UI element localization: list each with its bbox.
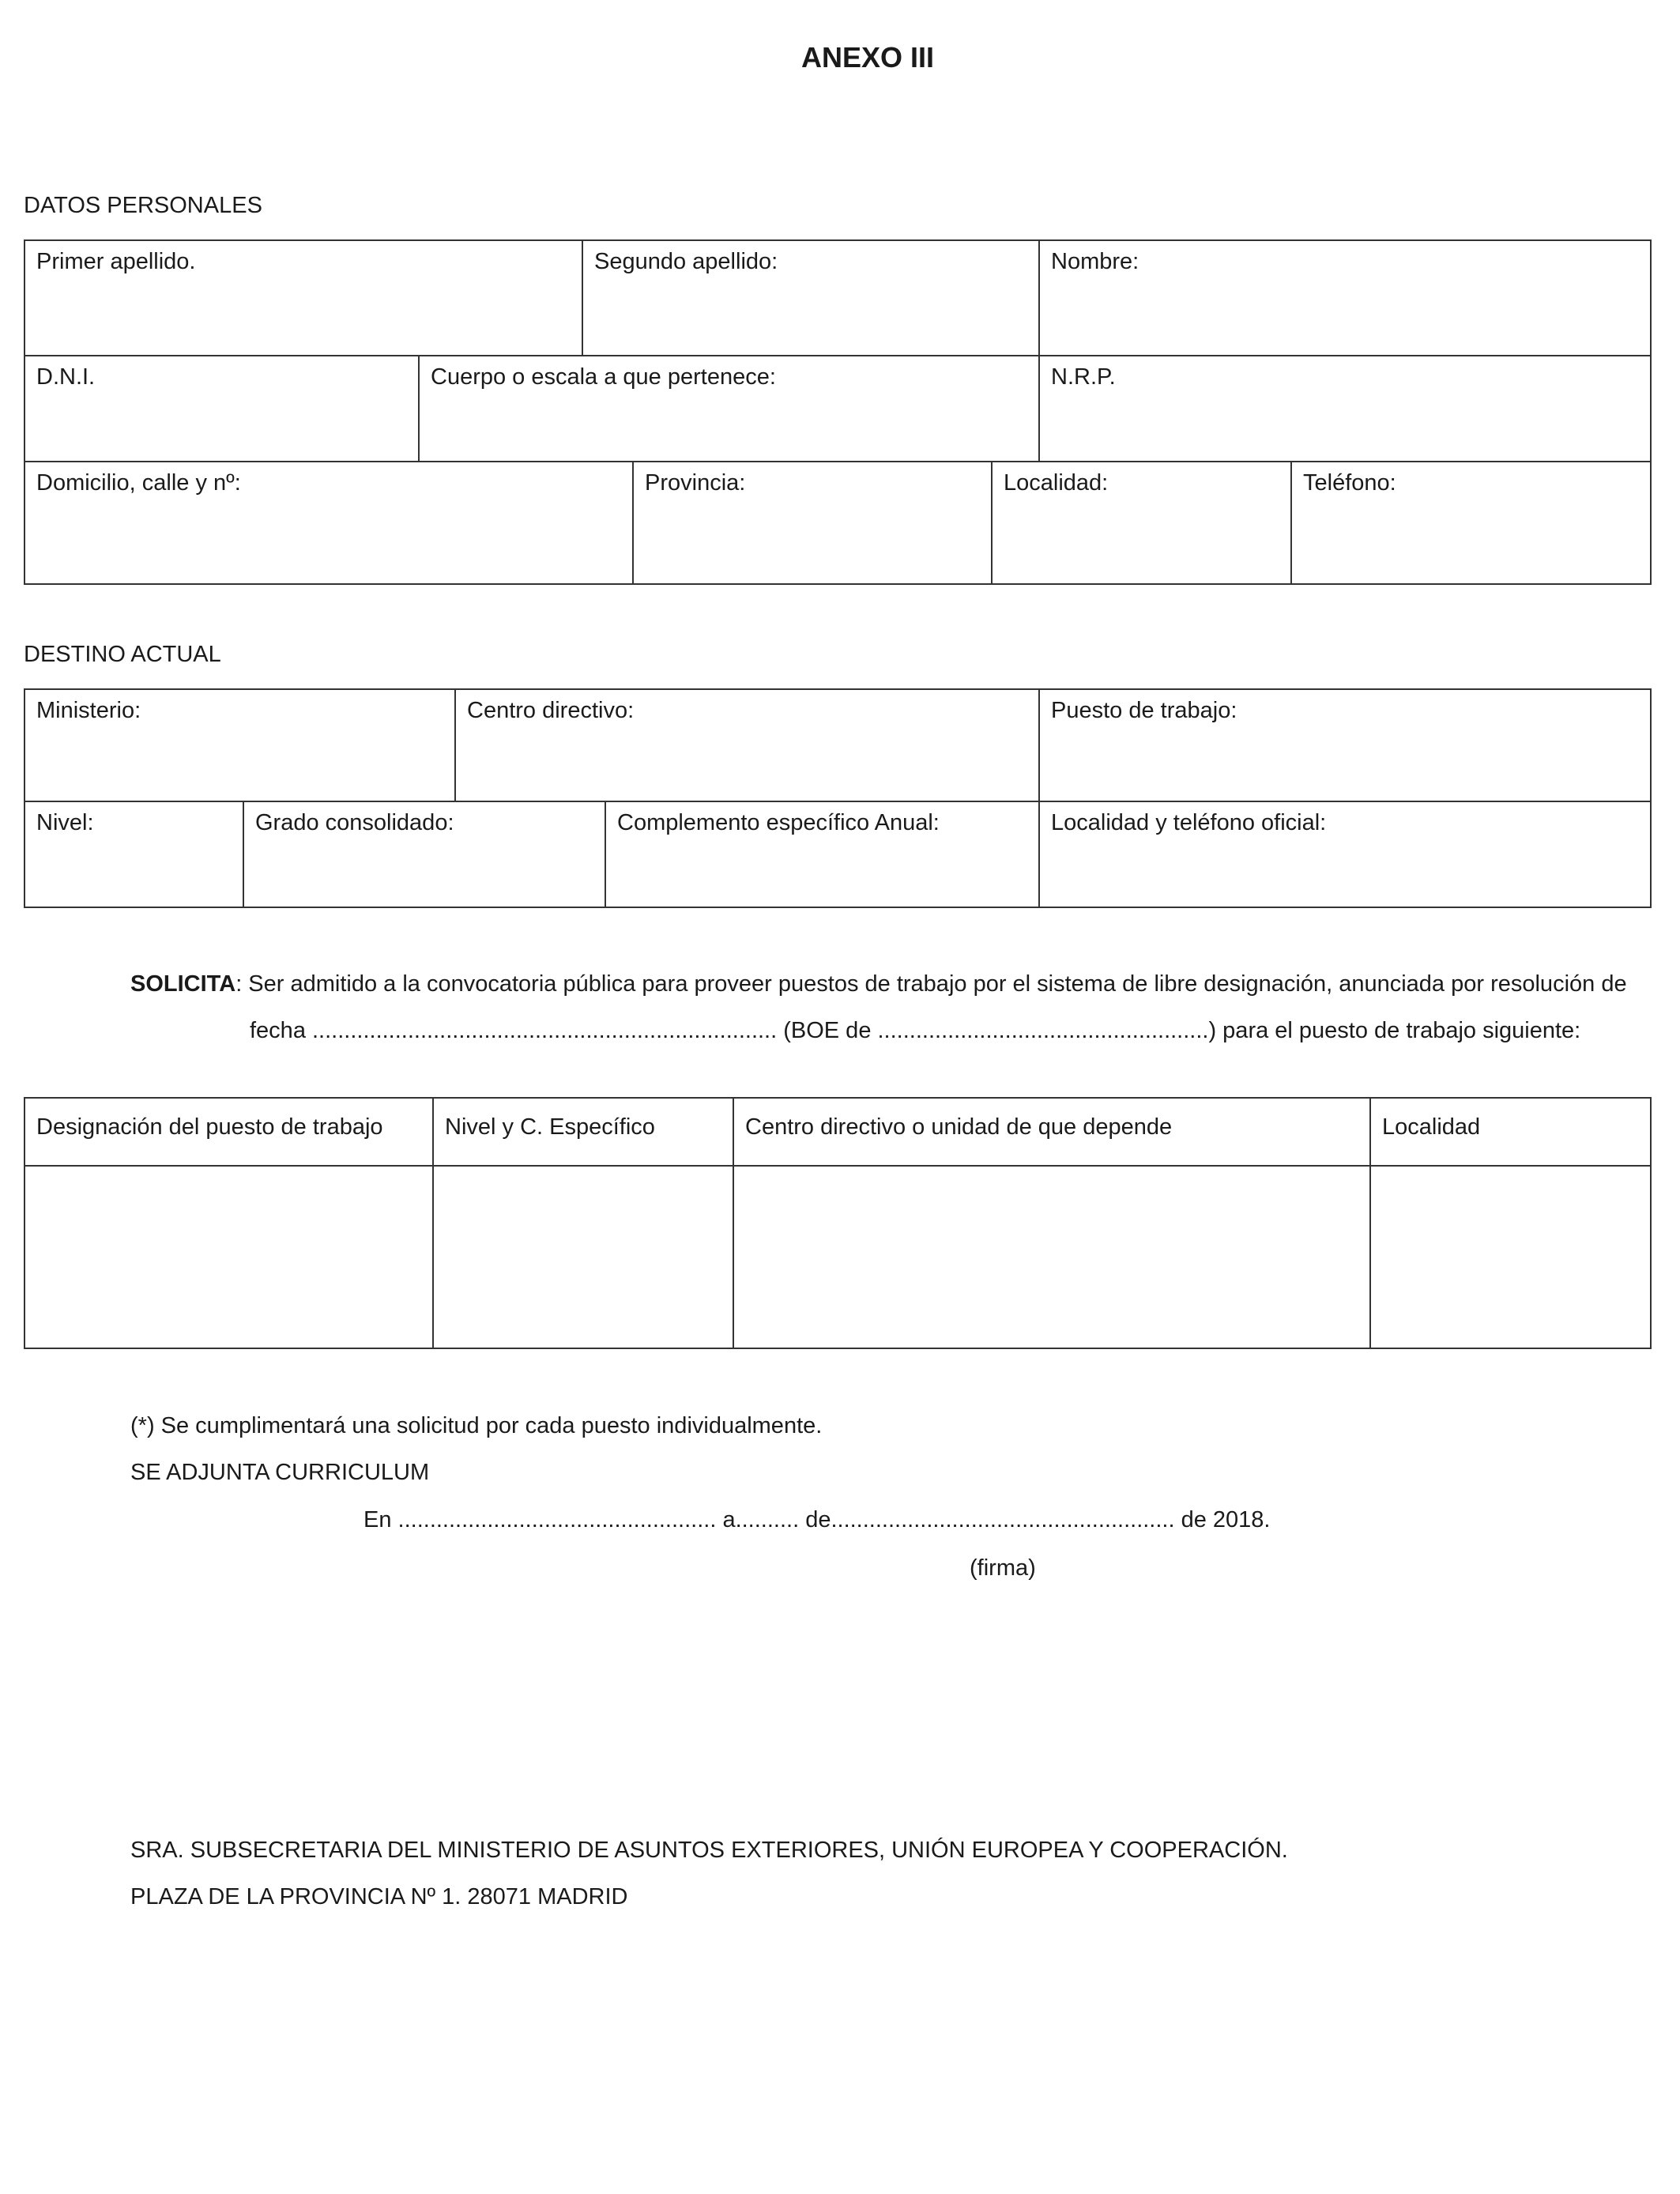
field-label: Nombre: [1051,249,1139,274]
header-nivel [432,1099,733,1165]
field-label: Nivel: [36,810,94,835]
destino-actual-row [25,690,1650,801]
field-label: Puesto de trabajo: [1051,698,1237,723]
recipient-line: SRA. SUBSECRETARIA DEL MINISTERIO DE ASUNTOS EXTERIORES, UNIÓN EUROPEA Y COOPERACIÓN. [130,1838,1288,1863]
nivel-input-cell[interactable] [432,1167,733,1348]
datos-personales-row [25,461,1650,583]
table-row [25,1165,1650,1348]
field-label: Localidad: [1004,470,1109,496]
localidad-input-cell[interactable] [1369,1167,1650,1348]
complemento-especifico-field[interactable] [605,802,1038,907]
provincia-field[interactable] [632,462,991,583]
firma-label: (firma) [970,1555,1036,1581]
page-title: ANEXO III [800,41,935,74]
solicita-text: : Ser admitido a la convocatoria pública para proveer puestos de trabajo por el sistema de libre designación, anunciada por resolución de [235,971,1627,997]
field-label: Complemento específico Anual: [617,810,940,835]
solicita-label: SOLICITA [130,971,236,997]
column-header: Localidad [1382,1114,1481,1140]
field-label: Primer apellido. [36,249,196,274]
field-label: N.R.P. [1051,364,1116,390]
localidad-telefono-oficial-field[interactable] [1038,802,1650,907]
solicita-line2: fecha ......................................................................... (BOE de ....................................................) para el puesto de trabajo siguiente: [250,1018,1581,1043]
footnote: (*) Se cumplimentará una solicitud por cada puesto individualmente. [130,1413,823,1438]
localidad-field[interactable] [991,462,1290,583]
field-label: Domicilio, calle y nº: [36,470,241,496]
header-localidad [1369,1099,1650,1165]
puesto-trabajo-field[interactable] [1038,690,1650,801]
cuerpo-escala-field[interactable] [418,356,1038,462]
nivel-field[interactable] [25,802,243,907]
grado-consolidado-field[interactable] [243,802,605,907]
datos-personales-row [25,241,1650,355]
segundo-apellido-field[interactable] [582,241,1038,355]
destino-actual-row [25,801,1650,907]
primer-apellido-field[interactable] [25,241,582,355]
destino-actual-heading: DESTINO ACTUAL [24,642,221,667]
column-header: Designación del puesto de trabajo [36,1114,383,1140]
column-header: Nivel y C. Específico [445,1114,655,1140]
designacion-input-cell[interactable] [25,1167,432,1348]
solicita-paragraph [130,971,1627,997]
nombre-field[interactable] [1038,241,1650,355]
field-label: Centro directivo: [467,698,635,723]
nrp-field[interactable] [1038,356,1650,462]
puesto-table-header [25,1099,1650,1165]
curriculum-note: SE ADJUNTA CURRICULUM [130,1460,430,1485]
address-line: PLAZA DE LA PROVINCIA Nº 1. 28071 MADRID [130,1884,628,1909]
puesto-table [24,1097,1652,1349]
field-label: Grado consolidado: [255,810,454,835]
field-label: Provincia: [645,470,746,496]
datos-personales-table [24,239,1652,585]
field-label: D.N.I. [36,364,96,390]
column-header: Centro directivo o unidad de que depende [745,1114,1173,1140]
field-label: Teléfono: [1303,470,1396,496]
destino-actual-table [24,688,1652,908]
datos-personales-row [25,355,1650,462]
centro-directivo-input-cell[interactable] [733,1167,1369,1348]
date-line: En .................................................. a.......... de...................................................... de 2018. [363,1507,1271,1532]
centro-directivo-field[interactable] [454,690,1038,801]
domicilio-field[interactable] [25,462,632,583]
field-label: Localidad y teléfono oficial: [1051,810,1327,835]
field-label: Ministerio: [36,698,141,723]
header-designacion [25,1099,432,1165]
telefono-field[interactable] [1290,462,1650,583]
dni-field[interactable] [25,356,418,462]
datos-personales-heading: DATOS PERSONALES [24,193,262,218]
field-label: Segundo apellido: [594,249,778,274]
header-centro-directivo [733,1099,1369,1165]
ministerio-field[interactable] [25,690,454,801]
field-label: Cuerpo o escala a que pertenece: [431,364,776,390]
